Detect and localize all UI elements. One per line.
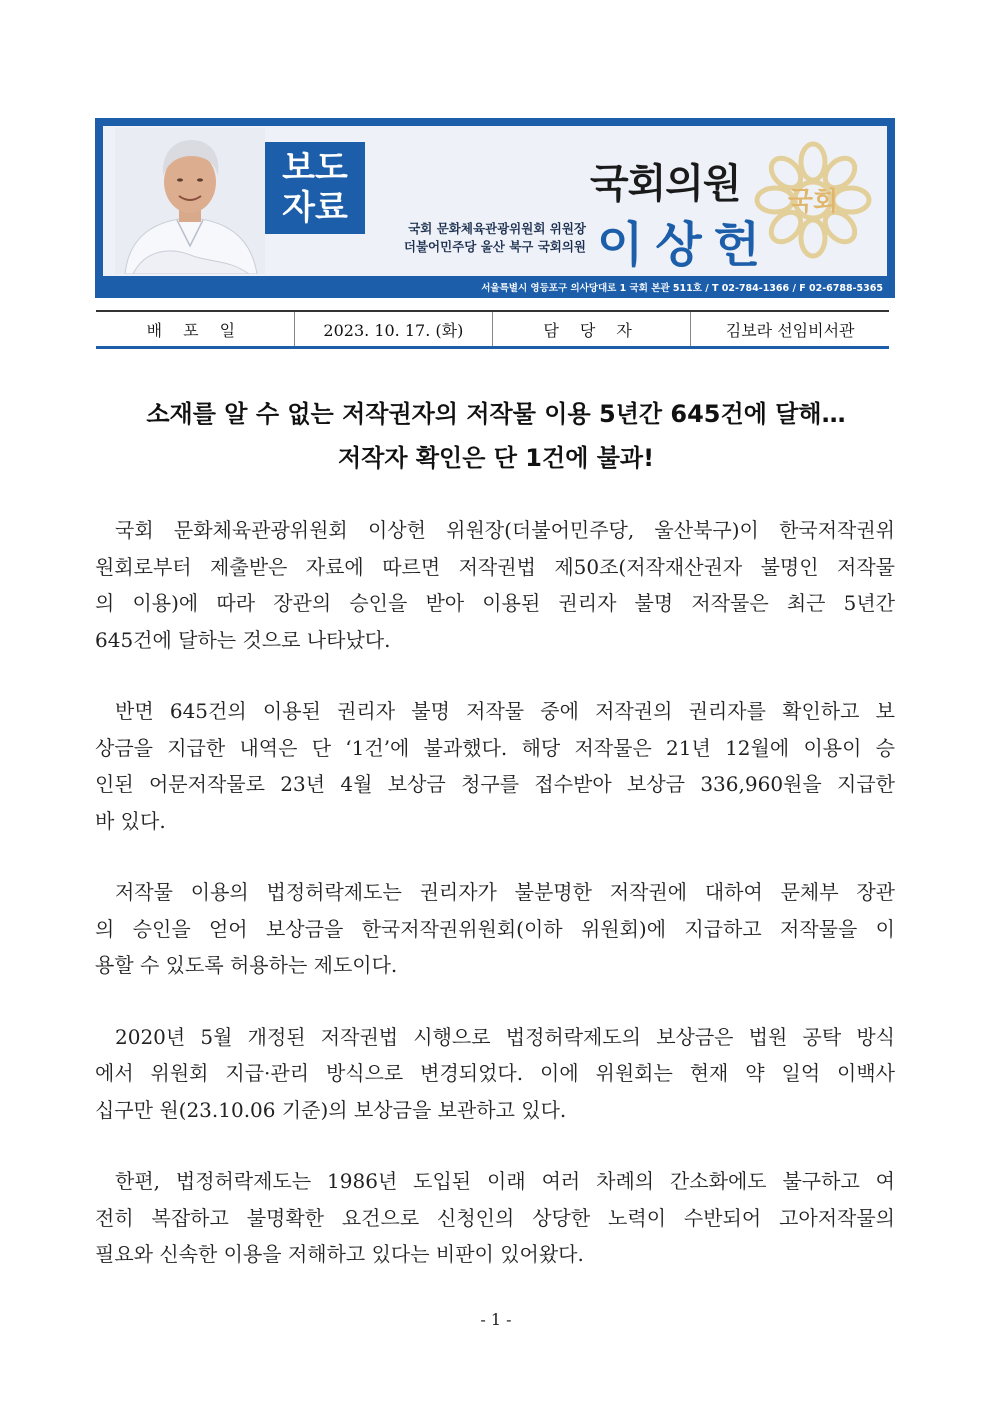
contact-name: 김보라 선임비서관 bbox=[691, 311, 889, 348]
lawmaker-photo bbox=[115, 128, 265, 274]
paragraph-line: 국회 문화체육관광위원회 이상헌 위원장(더불어민주당, 울산북구)이 한국저작권위 bbox=[115, 518, 895, 542]
release-date-value: 2023. 10. 17. (화) bbox=[294, 311, 492, 348]
paragraph-line: 에서 위원회 지급·관리 방식으로 변경되었다. 이에 위원회는 현재 약 일억 이백사 bbox=[95, 1061, 895, 1085]
paragraph-line: 바 있다. bbox=[95, 808, 166, 833]
paragraph-5 bbox=[95, 1163, 895, 1273]
article-body bbox=[95, 512, 895, 1308]
paragraph-line: 반면 645건의 이용된 권리자 불명 저작물 중에 저작권의 권리자를 확인하고 보 bbox=[115, 699, 895, 723]
paragraph-3 bbox=[95, 874, 895, 984]
paragraph-1 bbox=[95, 512, 895, 658]
paragraph-line: 한편, 법정허락제도는 1986년 도입된 이래 여러 차례의 간소화에도 불구하고 여 bbox=[115, 1169, 895, 1193]
paragraph-line: 인된 어문저작물로 23년 4월 보상금 청구를 접수받아 보상금 336,960원을 지급한 bbox=[95, 772, 895, 796]
lawmaker-name: 이상헌 bbox=[597, 217, 773, 273]
release-date-label: 배 포 일 bbox=[96, 311, 294, 348]
paragraph-4 bbox=[95, 1019, 895, 1129]
badge-line-2: 자료 bbox=[282, 188, 348, 228]
paragraph-line: 필요와 신속한 이용을 저해하고 있다는 비판이 있어왔다. bbox=[95, 1242, 584, 1266]
paragraph-line: 전히 복잡하고 불명확한 요건으로 신청인의 상당한 노력이 수반되어 고아저작물의 bbox=[95, 1205, 895, 1230]
contact-label: 담 당 자 bbox=[493, 311, 691, 348]
paragraph-line: 2020년 5월 개정된 저작권법 시행으로 법정허락제도의 보상금은 법원 공탁 방식 bbox=[115, 1024, 895, 1049]
paragraph-line: 의 승인을 얻어 보상금을 한국저작권위원회(이하 위원회)에 지급하고 저작물을 이 bbox=[95, 916, 895, 941]
badge-line-1: 보도 bbox=[282, 148, 348, 188]
release-info-table bbox=[96, 310, 889, 349]
committee-info bbox=[396, 220, 586, 256]
paragraph-line: 십구만 원(23.10.06 기준)의 보상금을 보관하고 있다. bbox=[95, 1097, 567, 1122]
paragraph-line: 645건에 달하는 것으로 나타났다. bbox=[95, 627, 391, 652]
page-number: - 1 - bbox=[480, 1310, 512, 1329]
headline-line-2: 저작자 확인은 단 1건에 불과! bbox=[337, 444, 655, 472]
paragraph-line: 저작물 이용의 법정허락제도는 권리자가 불분명한 저작권에 대하여 문체부 장관 bbox=[115, 880, 895, 904]
paragraph-line: 상금을 지급한 내역은 단 ‘1건’에 불과했다. 해당 저작물은 21년 12월에 이용이 승 bbox=[95, 735, 895, 760]
office-address: 서울특별시 영등포구 의사당대로 1 국회 본관 511호 / T 02-784-1366 / F 02-6788-5365 bbox=[481, 283, 883, 294]
committee-line-2: 더불어민주당 울산 북구 국회의원 bbox=[403, 239, 586, 254]
committee-line-1: 국회 문화체육관광위원회 위원장 bbox=[408, 221, 586, 236]
press-release-badge bbox=[265, 142, 365, 234]
paragraph-line: 용할 수 있도록 허용하는 제도이다. bbox=[95, 953, 398, 977]
headline bbox=[90, 392, 902, 480]
paragraph-line: 의 이용)에 따라 장관의 승인을 받아 이용된 권리자 불명 저작물은 최근 5년간 bbox=[95, 591, 895, 615]
press-banner bbox=[95, 118, 895, 298]
paragraph-line: 원회로부터 제출받은 자료에 따르면 저작권법 제50조(저작재산권자 불명인 저작물 bbox=[95, 554, 895, 579]
banner-inner bbox=[103, 126, 887, 276]
headline-line-1: 소재를 알 수 없는 저작권자의 저작물 이용 5년간 645건에 달해… bbox=[146, 400, 846, 428]
lawmaker-title: 국회의원 bbox=[590, 161, 741, 207]
paragraph-2 bbox=[95, 693, 895, 839]
emblem-text: 국회 bbox=[787, 187, 839, 217]
